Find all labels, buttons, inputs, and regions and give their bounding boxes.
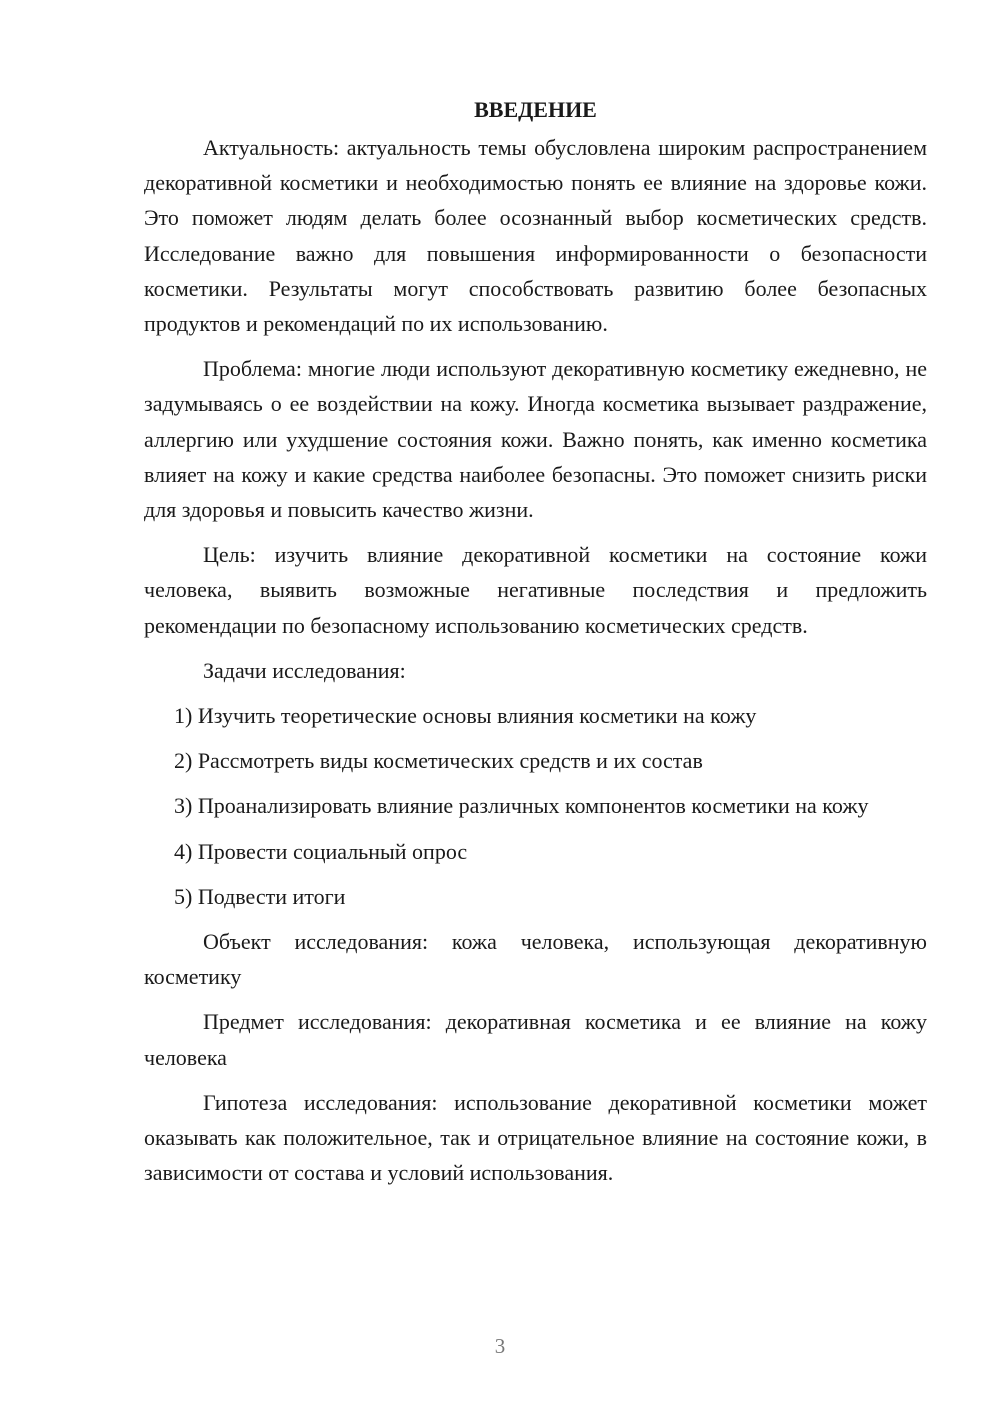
hypothesis-paragraph: Гипотеза исследования: использование декоративной косметики может оказывать как положительное, так и отрицательное влияние на состояние кожи, в зависимости от состава и условий использования. [144,1089,927,1186]
page-title: ВВЕДЕНИЕ [474,97,597,122]
task-item: 4) Провести социальный опрос [174,838,468,864]
task-item: 1) Изучить теоретические основы влияния косметики на кожу [174,703,757,729]
relevance-paragraph: Актуальность: актуальность темы обусловлена широким распространением декоративной косметики и необходимостью понять ее влияние на здоровье кожи. Это поможет людям делать более осознанный выбор косметических средств. Исследование важно для повышения информированности о безопасности косметики. Результаты могут способствовать развитию более безопасных продуктов и рекомендаций по их использованию. [144,135,927,337]
object-paragraph: Объект исследования: кожа человека, использующая декоративную косметику [144,929,927,990]
page-number: 3 [494,1334,506,1358]
tasks-heading: Задачи исследования: [203,657,406,683]
tasks-list [144,698,927,914]
problem-paragraph: Проблема: многие люди используют декоративную косметику ежедневно, не задумываясь о ее воздействии на кожу. Иногда косметика вызывает раздражение, аллергию или ухудшение состояния кожи. Важно понять, как именно косметика влияет на кожу и какие средства наиболее безопасны. Это поможет снизить риски для здоровья и повысить качество жизни. [144,356,927,523]
task-item: 2) Рассмотреть виды косметических средств и их состав [174,748,703,774]
task-item: 3) Проанализировать влияние различных компонентов косметики на кожу [174,793,869,819]
subject-paragraph: Предмет исследования: декоративная косметика и ее влияние на кожу человека [144,1009,927,1070]
task-item: 5) Подвести итоги [174,883,346,909]
document-page [144,92,927,1190]
goal-paragraph: Цель: изучить влияние декоративной косметики на состояние кожи человека, выявить возможные негативные последствия и предложить рекомендации по безопасному использованию косметических средств. [144,542,927,638]
